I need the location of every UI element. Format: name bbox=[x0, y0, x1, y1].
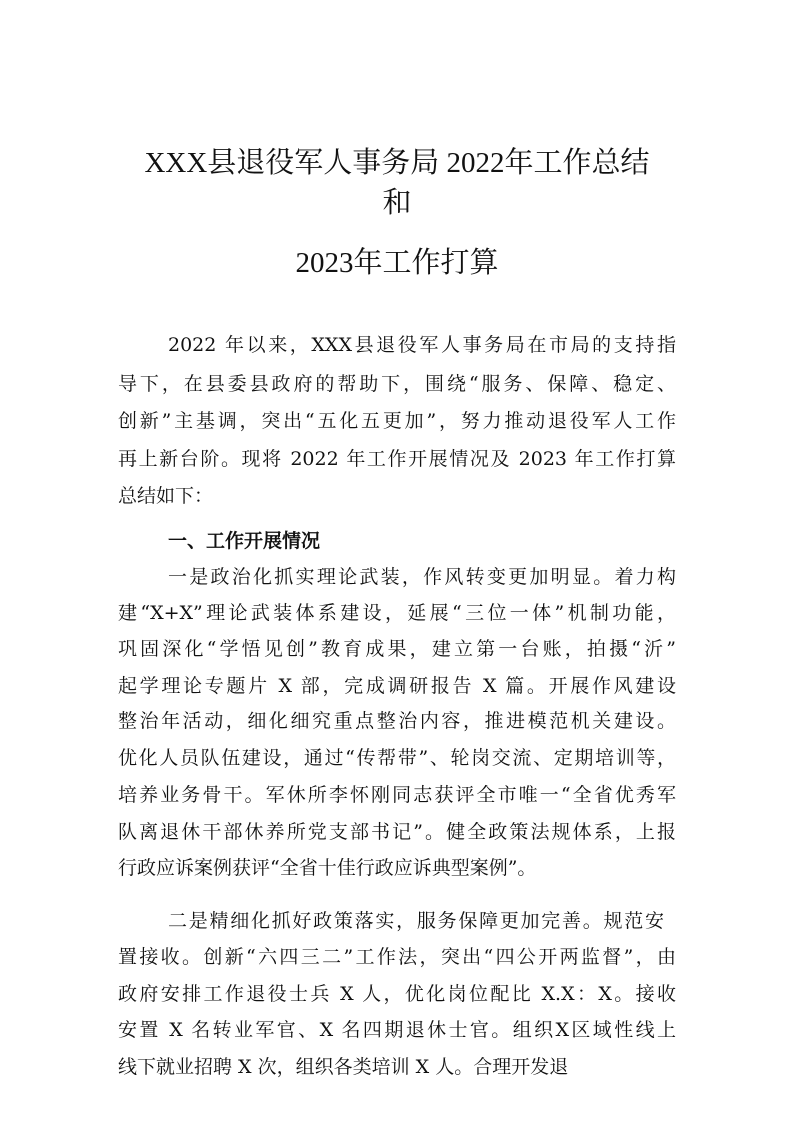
para1-line: 优化人员队伍建设，通过“传帮带”、轮岗交流、定期培训等， bbox=[118, 747, 676, 769]
para1-line: 建“X+X”理论武装体系建设，延展“三位一体”机制功能， bbox=[118, 602, 676, 624]
section-heading: 一、工作开展情况 bbox=[168, 530, 321, 552]
document-title-line-3: 2023年工作打算 bbox=[295, 247, 499, 279]
para2-line: 政府安排工作退役士兵 X 人，优化岗位配比 X.X：X。接收 bbox=[118, 983, 676, 1005]
intro-line: 创新”主基调，突出“五化五更加”，努力推动退役军人工作 bbox=[118, 410, 676, 432]
para2-line: 二是精细化抓好政策落实，服务保障更加完善。规范安 bbox=[168, 910, 664, 932]
para1-line: 起学理论专题片 X 部，完成调研报告 X 篇。开展作风建设 bbox=[118, 675, 676, 697]
para1-line: 一是政治化抓实理论武装，作风转变更加明显。着力构 bbox=[168, 566, 676, 588]
document-title-line-1: XXX县退役军人事务局 2022年工作总结 bbox=[144, 147, 650, 179]
document-title-line-2: 和 bbox=[382, 187, 412, 219]
para2-line: 线下就业招聘 X 次，组织各类培训 X 人。合理开发退 bbox=[118, 1056, 569, 1078]
intro-line: 导下，在县委县政府的帮助下，围绕“服务、保障、稳定、 bbox=[118, 373, 676, 395]
para1-line: 整治年活动，细化细究重点整治内容，推进模范机关建设。 bbox=[118, 710, 676, 732]
para1-line: 行政应诉案例获评“全省十佳行政应诉典型案例”。 bbox=[118, 857, 537, 879]
para2-line: 安置 X 名转业军官、X 名四期退休士官。组织X区域性线上 bbox=[118, 1019, 676, 1041]
para1-line: 培养业务骨干。军休所李怀刚同志获评全市唯一“全省优秀军 bbox=[118, 784, 676, 806]
intro-line: 2022 年以来，XXX县退役军人事务局在市局的支持指 bbox=[168, 334, 676, 356]
intro-line: 总结如下： bbox=[118, 485, 214, 507]
para1-line: 巩固深化“学悟见创”教育成果，建立第一台账，拍摄“沂” bbox=[118, 638, 676, 660]
intro-line: 再上新台阶。现将 2022 年工作开展情况及 2023 年工作打算 bbox=[118, 448, 676, 470]
para1-line: 队离退休干部休养所党支部书记”。健全政策法规体系，上报 bbox=[118, 821, 676, 843]
para2-line: 置接收。创新“六四三二”工作法，突出“四公开两监督”，由 bbox=[118, 946, 676, 968]
